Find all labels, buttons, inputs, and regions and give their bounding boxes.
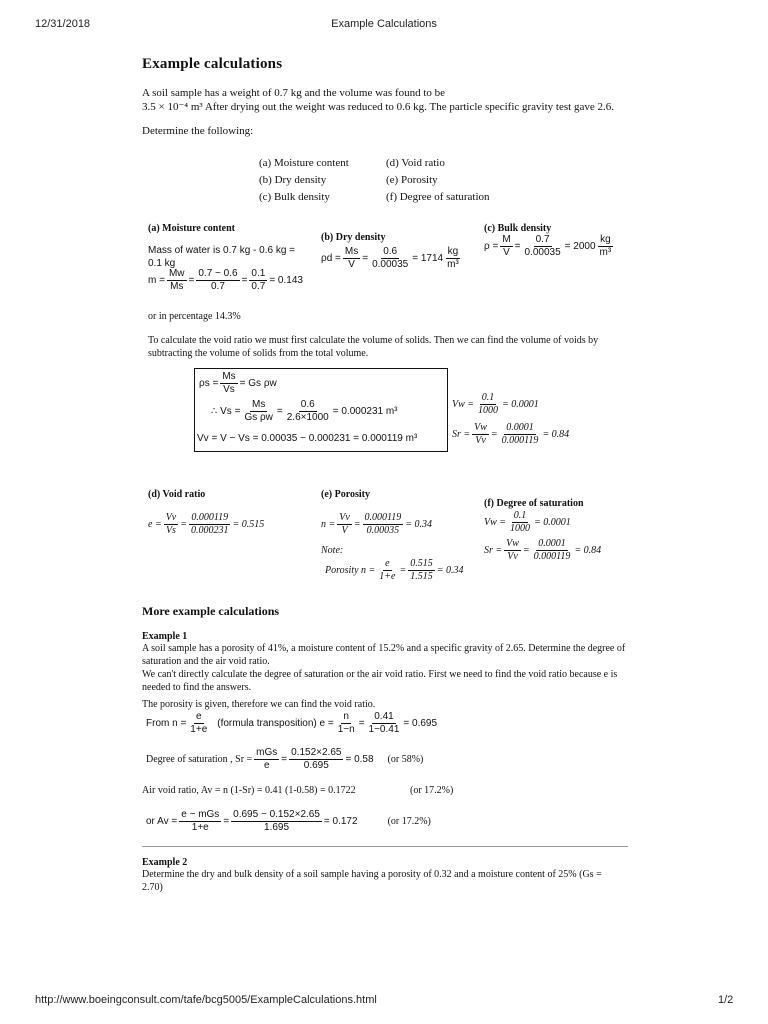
determine-text: Determine the following: bbox=[142, 125, 254, 137]
intro-line-1: A soil sample has a weight of 0.7 kg and the volume was found to be bbox=[142, 87, 446, 99]
option-c: (c) Bulk density bbox=[259, 191, 330, 203]
section-a-heading: (a) Moisture content bbox=[148, 223, 236, 234]
print-date: 12/31/2018 bbox=[35, 18, 91, 30]
section-a-percentage: or in percentage 14.3% bbox=[148, 311, 241, 322]
porosity-note: Note: bbox=[321, 545, 344, 556]
example-1-porosity-note: The porosity is given, therefore we can find the void ratio. bbox=[142, 699, 376, 710]
dry-density-equation: ρd = $\frac{Ms}{V}$ = $\frac{0.6}{0.00035}$ = 1714 $\frac{kg}{\text{m³}}$ bbox=[321, 246, 459, 270]
f-water-volume-eq: Vw = $\frac{0.1}{1000}$ = 0.0001 bbox=[484, 510, 571, 534]
option-f: (f) Degree of saturation bbox=[386, 191, 490, 203]
void-volume-eq: Vv = V − Vs = 0.00035 − 0.000231 = 0.000119 m³ bbox=[197, 433, 418, 444]
section-d-heading: (d) Void ratio bbox=[148, 489, 206, 500]
more-examples-heading: More example calculations bbox=[142, 604, 280, 618]
example-1-heading: Example 1 bbox=[142, 631, 188, 642]
example-2-heading: Example 2 bbox=[142, 857, 188, 868]
void-ratio-equation: e = $\frac{Vv}{Vs}$ = $\frac{0.000119}{0.000231}$ = 0.515 bbox=[148, 512, 265, 536]
void-ratio-transposition-eq: From n = $\frac{e}{1+e}$ (formula transposition) e = $\frac{n}{1-n}$ = $\frac{0.41}{1-0.41}$ = 0.695 bbox=[146, 711, 438, 735]
intro-paragraph bbox=[142, 86, 622, 114]
option-b: (b) Dry density bbox=[259, 174, 327, 186]
example-1-text bbox=[142, 642, 632, 694]
option-d: (d) Void ratio bbox=[386, 157, 445, 169]
section-c-heading: (c) Bulk density bbox=[484, 223, 552, 234]
option-a: (a) Moisture content bbox=[259, 157, 349, 169]
example-2-text: Determine the dry and bulk density of a soil sample having a porosity of 0.32 and a moisture content of 25% (Gs = 2.70) bbox=[142, 869, 602, 893]
void-ratio-intro: To calculate the void ratio we must first calculate the volume of solids. Then we can find the volume of voids by subtracting the volume of solids from the total volume. bbox=[148, 335, 599, 359]
example-1-approach: We can't directly calculate the degree of saturation or the air void ratio. First we need to find the void ratio because e is needed to find the answers. bbox=[142, 669, 618, 693]
example-1-problem: A soil sample has a porosity of 41%, a moisture content of 15.2% and a specific gravity of 2.65. Determine the degree of saturation and the air void ratio. bbox=[142, 643, 626, 667]
volume-calc-box bbox=[194, 368, 448, 452]
f-saturation-eq: Sr = $\frac{Vw}{Vv}$ = $\frac{0.0001}{0.000119}$ = 0.84 bbox=[484, 538, 602, 562]
print-title: Example Calculations bbox=[331, 18, 437, 30]
air-void-ratio-text: Air void ratio, Av = n (1-Sr) = 0.41 (1-0.58) = 0.1722 bbox=[142, 785, 356, 796]
solid-volume-eq: ∴ Vs = $\frac{Ms}{\text{Gs ρw}}$ = $\frac{0.6}{2.6\times 1000}$ = 0.000231 m³ bbox=[211, 399, 398, 423]
section-b-heading: (b) Dry density bbox=[321, 232, 386, 243]
porosity-note-equation: Porosity n = $\frac{e}{1+e}$ = $\frac{0.515}{1.515}$ = 0.34 bbox=[325, 558, 464, 582]
moisture-equation: m = $\frac{Mw}{Ms}$ = $\frac{0.7 - 0.6}{0.7}$ = $\frac{0.1}{0.7}$ = 0.143 bbox=[148, 268, 303, 292]
page-title: Example calculations bbox=[142, 56, 283, 72]
air-void-alt-eq: or Av = $\frac{\text{e − mGs}}{1+e}$ = $\frac{0.695 - 0.152\times 2.65}{1.695}$ = 0.172 (or 17.2%) bbox=[146, 809, 431, 833]
solid-density-eq: ρs = $\frac{Ms}{Vs}$ = Gs ρw bbox=[199, 371, 277, 395]
section-divider bbox=[142, 846, 628, 847]
section-a-text: Mass of water is 0.7 kg - 0.6 kg = 0.1 kg bbox=[148, 245, 296, 269]
water-volume-eq: Vw = $\frac{0.1}{1000}$ = 0.0001 bbox=[452, 392, 539, 416]
bulk-density-equation: ρ = $\frac{M}{V}$ = $\frac{0.7}{0.00035}$ = 2000 $\frac{kg}{\text{m³}}$ bbox=[484, 234, 612, 258]
air-void-ratio-percent: (or 17.2%) bbox=[410, 785, 454, 796]
porosity-equation: n = $\frac{Vv}{V}$ = $\frac{0.000119}{0.00035}$ = 0.34 bbox=[321, 512, 433, 536]
option-e: (e) Porosity bbox=[386, 174, 438, 186]
intro-line-2: 3.5 × 10⁻⁴ m³ After drying out the weight was reduced to 0.6 kg. The particle specific gravity test gave 2.6. bbox=[142, 101, 614, 113]
footer-url[interactable]: http://www.boeingconsult.com/tafe/bcg5005/ExampleCalculations.html bbox=[35, 994, 377, 1006]
degree-of-saturation-eq: Degree of saturation , Sr = $\frac{\text{mGs}}{e}$ = $\frac{0.152\times 2.65}{0.695}$ = 0.58 (or 58%) bbox=[146, 747, 424, 771]
section-f-heading: (f) Degree of saturation bbox=[484, 498, 584, 509]
options-left bbox=[259, 156, 349, 207]
page-number: 1/2 bbox=[718, 994, 734, 1006]
options-right bbox=[386, 156, 490, 207]
section-e-heading: (e) Porosity bbox=[321, 489, 370, 500]
saturation-side-eq: Sr = $\frac{Vw}{Vv}$ = $\frac{0.0001}{0.000119}$ = 0.84 bbox=[452, 422, 570, 446]
